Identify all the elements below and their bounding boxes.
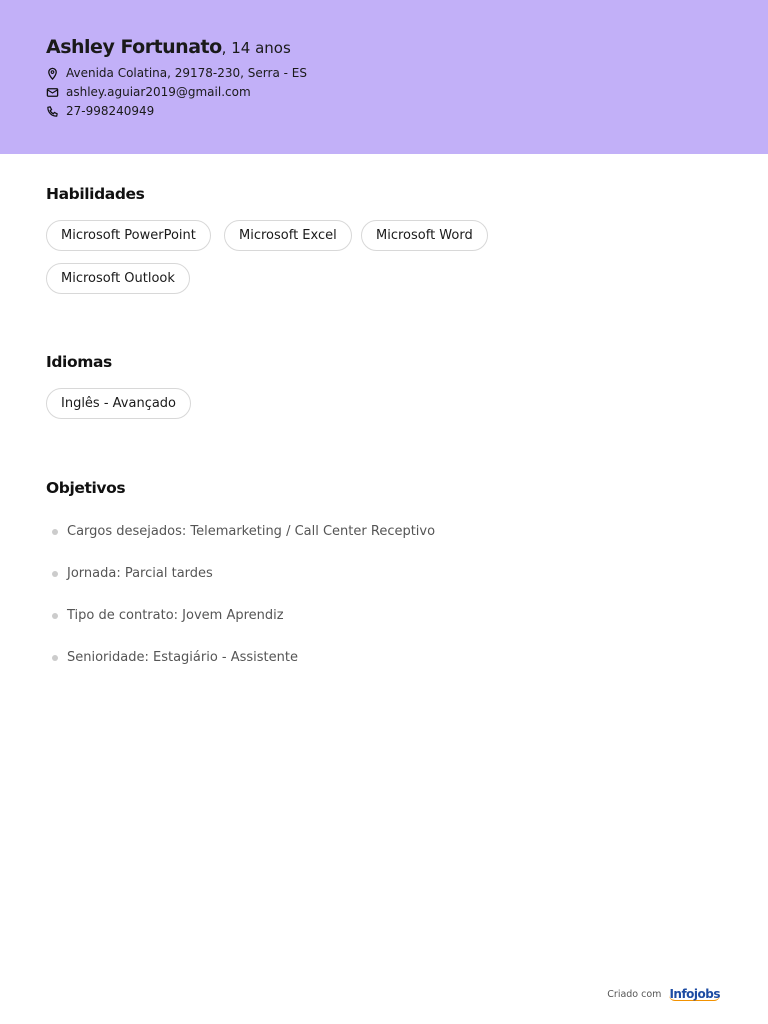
- phone-icon: [46, 105, 59, 118]
- skill-chip: Microsoft Outlook: [46, 263, 190, 294]
- objective-item: Cargos desejados: Telemarketing / Call Center Receptivo: [52, 524, 435, 539]
- mail-icon: [46, 86, 59, 99]
- candidate-age: , 14 anos: [221, 39, 291, 57]
- skill-chip: Microsoft PowerPoint: [46, 220, 211, 251]
- email-row: [46, 85, 251, 99]
- bullet-icon: [52, 655, 58, 661]
- objective-item: Senioridade: Estagiário - Assistente: [52, 650, 298, 665]
- objectives-title: Objetivos: [46, 479, 126, 497]
- email-link[interactable]: ashley.aguiar2019@gmail.com: [66, 85, 251, 99]
- skills-title: Habilidades: [46, 185, 145, 203]
- skill-chip: Microsoft Excel: [224, 220, 352, 251]
- infojobs-logo: Infojobs: [669, 987, 720, 1001]
- bullet-icon: [52, 529, 58, 535]
- candidate-name: Ashley Fortunato, 14 anos: [46, 36, 291, 58]
- profile-header: [0, 0, 768, 154]
- bullet-icon: [52, 571, 58, 577]
- created-with-label: Criado com: [607, 989, 662, 1000]
- location-pin-icon: [46, 67, 59, 80]
- objective-item: Tipo de contrato: Jovem Aprendiz: [52, 608, 284, 623]
- language-chip: Inglês - Avançado: [46, 388, 191, 419]
- objective-item: Jornada: Parcial tardes: [52, 566, 213, 581]
- footer: [607, 988, 720, 1001]
- phone-row: 27-998240949: [46, 104, 154, 118]
- skill-chip: Microsoft Word: [361, 220, 488, 251]
- languages-title: Idiomas: [46, 353, 112, 371]
- bullet-icon: [52, 613, 58, 619]
- address-row: Avenida Colatina, 29178-230, Serra - ES: [46, 66, 307, 80]
